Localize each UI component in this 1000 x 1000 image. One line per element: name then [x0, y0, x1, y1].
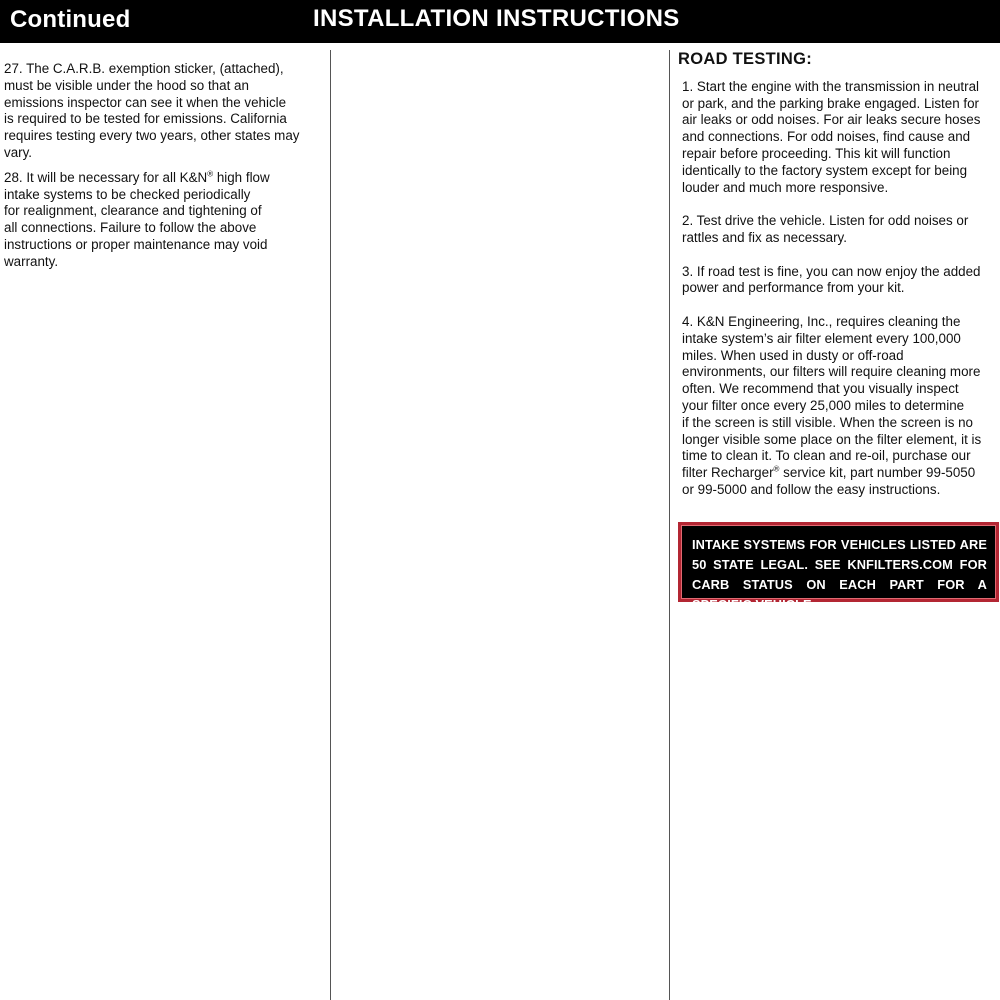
text-line: must be visible under the hood so that an: [4, 77, 249, 93]
text-line: identically to the factory system except for being: [682, 162, 968, 178]
road-test-step-1: [682, 79, 998, 197]
text-line: longer visible some place on the filter element, it is: [682, 431, 982, 447]
registered-mark: ®: [207, 169, 214, 179]
text-line: power and performance from your kit.: [682, 280, 905, 296]
text-line: repair before proceeding. This kit will function: [682, 145, 951, 161]
text-line: all connections. Failure to follow the above: [4, 220, 257, 236]
text-line: for realignment, clearance and tightening of: [4, 203, 262, 219]
text-line: time to clean it. To clean and re-oil, purchase our: [682, 448, 971, 464]
text-line: emissions inspector can see it when the vehicle: [4, 94, 287, 110]
text-line: requires testing every two years, other states may: [4, 128, 300, 144]
text-line: louder and much more responsive.: [682, 179, 889, 195]
header-bar: [0, 0, 1000, 43]
text-line: or 99-5000 and follow the easy instructions.: [682, 481, 941, 497]
right-column: [678, 51, 998, 499]
text-line: miles. When used in dusty or off-road: [682, 347, 904, 363]
text-line: service kit, part number 99-5050: [779, 465, 976, 481]
text-line: high flow: [213, 169, 270, 185]
left-column: [4, 61, 322, 271]
text-line: instructions or proper maintenance may void: [4, 236, 268, 252]
road-test-step-2: [682, 213, 998, 247]
instruction-27: [4, 61, 322, 162]
text-line: air leaks or odd noises. For air leaks secure hoses: [682, 112, 981, 128]
carb-legal-notice-text: INTAKE SYSTEMS FOR VEHICLES LISTED ARE 50 STATE LEGAL. SEE KNFILTERS.COM FOR CARB STATUS ON EACH PART FOR A SPECIFIC VEHICLE.: [681, 525, 996, 599]
column-divider-right: [669, 50, 670, 1000]
continued-label: Continued: [10, 6, 131, 33]
text-line: 1. Start the engine with the transmission in neutral: [682, 78, 979, 94]
text-line: 2. Test drive the vehicle. Listen for odd noises or: [682, 213, 969, 229]
text-line: 27. The C.A.R.B. exemption sticker, (attached),: [4, 61, 284, 76]
text-line: or park, and the parking brake engaged. Listen for: [682, 95, 980, 111]
text-line: your filter once every 25,000 miles to determine: [682, 397, 965, 413]
registered-mark: ®: [773, 464, 780, 474]
road-testing-heading: ROAD TESTING:: [678, 50, 813, 68]
text-line: intake systems to be checked periodically: [4, 186, 251, 202]
text-line: 28. It will be necessary for all K&N: [4, 169, 208, 185]
text-line: often. We recommend that you visually inspect: [682, 381, 959, 397]
text-line: environments, our filters will require cleaning more: [682, 364, 981, 380]
text-line: filter Recharger: [682, 465, 774, 481]
text-line: and connections. For odd noises, find cause and: [682, 129, 971, 145]
text-line: if the screen is still visible. When the screen is no: [682, 414, 973, 430]
text-line: warranty.: [4, 253, 59, 269]
text-line: 3. If road test is fine, you can now enjoy the added: [682, 263, 981, 279]
instruction-28: [4, 170, 322, 271]
text-line: intake system’s air filter element every 100,000: [682, 330, 961, 346]
road-test-step-3: [682, 264, 998, 298]
column-divider-left: [330, 50, 331, 1000]
text-line: is required to be tested for emissions. California: [4, 111, 287, 127]
text-line: rattles and fix as necessary.: [682, 229, 847, 245]
road-test-step-4: [682, 314, 998, 499]
page-title: INSTALLATION INSTRUCTIONS: [313, 5, 680, 32]
text-line: vary.: [4, 144, 33, 160]
carb-legal-notice: [678, 522, 999, 612]
text-line: 4. K&N Engineering, Inc., requires cleaning the: [682, 313, 961, 329]
